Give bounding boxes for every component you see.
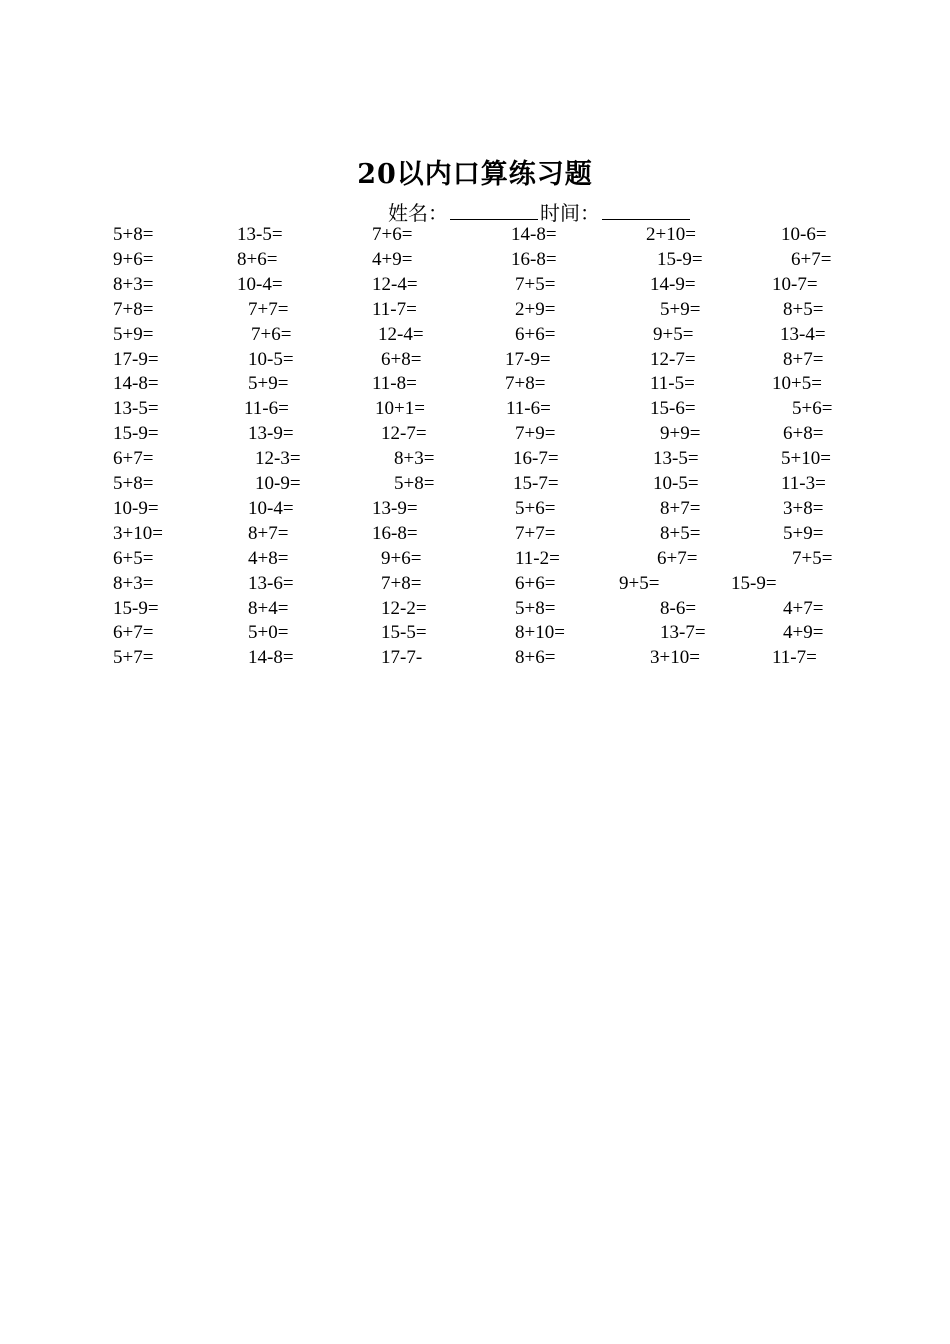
problem-cell: 11-6= [506, 398, 551, 420]
problem-cell: 9+9= [660, 423, 701, 445]
problem-cell: 11-6= [244, 398, 289, 420]
problem-cell: 8+5= [783, 298, 824, 320]
problem-cell: 3+10= [650, 647, 700, 669]
problem-cell: 7+6= [251, 323, 292, 345]
problem-cell: 10-5= [653, 473, 699, 494]
problem-cell: 11-5= [650, 373, 695, 395]
problem-row [0, 571, 950, 596]
problem-cell: 13-7= [660, 622, 706, 644]
problem-cell: 8+7= [248, 522, 289, 544]
problem-cell: 8-6= [660, 597, 697, 619]
problem-cell: 10-7= [772, 273, 818, 295]
problem-cell: 5+9= [113, 323, 154, 345]
problem-cell: 11-3= [781, 473, 826, 494]
problem-row [0, 272, 950, 297]
problem-cell: 6+5= [113, 547, 154, 569]
problem-row [0, 521, 950, 546]
problem-row [0, 446, 950, 471]
problem-cell: 13-9= [372, 497, 418, 519]
problem-cell: 4+8= [248, 547, 289, 569]
problem-cell: 17-9= [113, 348, 159, 370]
problem-cell: 10-4= [237, 273, 283, 295]
problem-cell: 15-7= [513, 473, 559, 494]
problem-cell: 9+5= [619, 572, 660, 594]
problem-cell: 15-9= [657, 248, 703, 270]
problem-cell: 5+9= [660, 298, 701, 320]
problem-cell: 15-6= [650, 398, 696, 420]
problem-cell: 12-3= [255, 448, 301, 470]
problem-cell: 8+5= [660, 522, 701, 544]
problem-cell: 13-5= [653, 448, 699, 470]
problem-row [0, 347, 950, 372]
problem-cell: 15-9= [113, 597, 159, 619]
problem-cell: 8+6= [515, 647, 556, 669]
problem-cell: 9+6= [381, 547, 422, 569]
problem-row [0, 247, 950, 272]
problem-cell: 14-9= [650, 273, 696, 295]
problem-cell: 7+8= [505, 373, 546, 395]
problem-cell: 6+7= [657, 547, 698, 569]
problem-cell: 15-5= [381, 622, 427, 644]
problem-cell: 6+6= [515, 323, 556, 345]
problem-cell: 8+7= [783, 348, 824, 370]
name-blank [450, 201, 538, 220]
problem-cell: 7+9= [515, 423, 556, 445]
problem-cell: 8+7= [660, 497, 701, 519]
problem-cell: 8+10= [515, 622, 565, 644]
problem-row [0, 596, 950, 621]
problem-cell: 2+10= [646, 224, 696, 245]
problem-row [0, 297, 950, 322]
problem-cell: 16-8= [372, 522, 418, 544]
problem-cell: 10-5= [248, 348, 294, 370]
problem-cell: 6+6= [515, 572, 556, 594]
problem-row [0, 322, 950, 347]
problem-cell: 4+7= [783, 597, 824, 619]
page-title: 20以内口算练习题 [357, 159, 593, 190]
problem-cell: 9+6= [113, 248, 154, 270]
problem-cell: 5+6= [792, 398, 833, 420]
problem-cell: 4+9= [372, 248, 413, 270]
problem-cell: 13-6= [248, 572, 294, 594]
problem-cell: 12-7= [650, 348, 696, 370]
problem-cell: 11-7= [772, 647, 817, 669]
problem-row [0, 371, 950, 396]
problem-cell: 12-4= [372, 273, 418, 295]
name-label: 姓名： [388, 201, 448, 225]
problem-cell: 17-7- [381, 647, 423, 669]
problem-cell: 5+7= [113, 647, 154, 669]
problem-cell: 5+10= [781, 448, 831, 470]
problem-cell: 17-9= [505, 348, 551, 370]
problem-cell: 6+7= [113, 622, 154, 644]
problem-cell: 10-9= [255, 473, 301, 494]
problem-cell: 5+8= [394, 473, 435, 494]
problem-cell: 12-7= [381, 423, 427, 445]
problem-cell: 13-9= [248, 423, 294, 445]
problem-cell: 10-6= [781, 224, 827, 245]
time-blank [602, 201, 690, 220]
problem-cell: 3+8= [783, 497, 824, 519]
problem-cell: 15-9= [731, 572, 777, 594]
problem-cell: 6+8= [783, 423, 824, 445]
problem-cell: 15-9= [113, 423, 159, 445]
problem-cell: 7+5= [792, 547, 833, 569]
problem-cell: 13-4= [780, 323, 826, 345]
problem-cell: 5+8= [113, 473, 154, 494]
problem-cell: 10+1= [375, 398, 425, 420]
problem-row [0, 645, 950, 670]
problem-cell: 7+7= [248, 298, 289, 320]
problem-cell: 12-2= [381, 597, 427, 619]
problem-row [0, 396, 950, 421]
problem-cell: 6+7= [791, 248, 832, 270]
problem-cell: 10+5= [772, 373, 822, 395]
problem-cell: 7+6= [372, 224, 413, 245]
problem-cell: 5+9= [783, 522, 824, 544]
problem-cell: 11-8= [372, 373, 417, 395]
problem-cell: 8+3= [113, 273, 154, 295]
problem-cell: 2+9= [515, 298, 556, 320]
problem-row [0, 496, 950, 521]
problem-cell: 16-7= [513, 448, 559, 470]
problem-row [0, 471, 950, 496]
problem-row [0, 421, 950, 446]
problem-cell: 3+10= [113, 522, 163, 544]
problem-cell: 6+7= [113, 448, 154, 470]
problem-cell: 13-5= [113, 398, 159, 420]
problem-row [0, 620, 950, 645]
problem-cell: 6+8= [381, 348, 422, 370]
problem-cell: 14-8= [248, 647, 294, 669]
problem-cell: 7+5= [515, 273, 556, 295]
problem-cell: 12-4= [378, 323, 424, 345]
problem-cell: 8+6= [237, 248, 278, 270]
problem-cell: 7+8= [113, 298, 154, 320]
problem-cell: 14-8= [511, 224, 557, 245]
problem-row [0, 546, 950, 571]
problem-cell: 13-5= [237, 224, 283, 245]
problem-cell: 9+5= [653, 323, 694, 345]
problem-cell: 8+3= [394, 448, 435, 470]
problem-cell: 8+3= [113, 572, 154, 594]
problem-cell: 5+9= [248, 373, 289, 395]
problem-cell: 8+4= [248, 597, 289, 619]
problem-cell: 7+8= [381, 572, 422, 594]
problem-cell: 11-7= [372, 298, 417, 320]
problem-cell: 7+7= [515, 522, 556, 544]
problem-cell: 5+0= [248, 622, 289, 644]
problem-cell: 16-8= [511, 248, 557, 270]
problem-cell: 5+8= [515, 597, 556, 619]
problem-cell: 11-2= [515, 547, 560, 569]
problem-cell: 10-9= [113, 497, 159, 519]
problem-cell: 4+9= [783, 622, 824, 644]
time-label: 时间： [540, 201, 600, 225]
problem-cell: 14-8= [113, 373, 159, 395]
problem-cell: 5+6= [515, 497, 556, 519]
problem-cell: 5+8= [113, 224, 154, 245]
problem-row [0, 222, 950, 247]
problem-cell: 10-4= [248, 497, 294, 519]
